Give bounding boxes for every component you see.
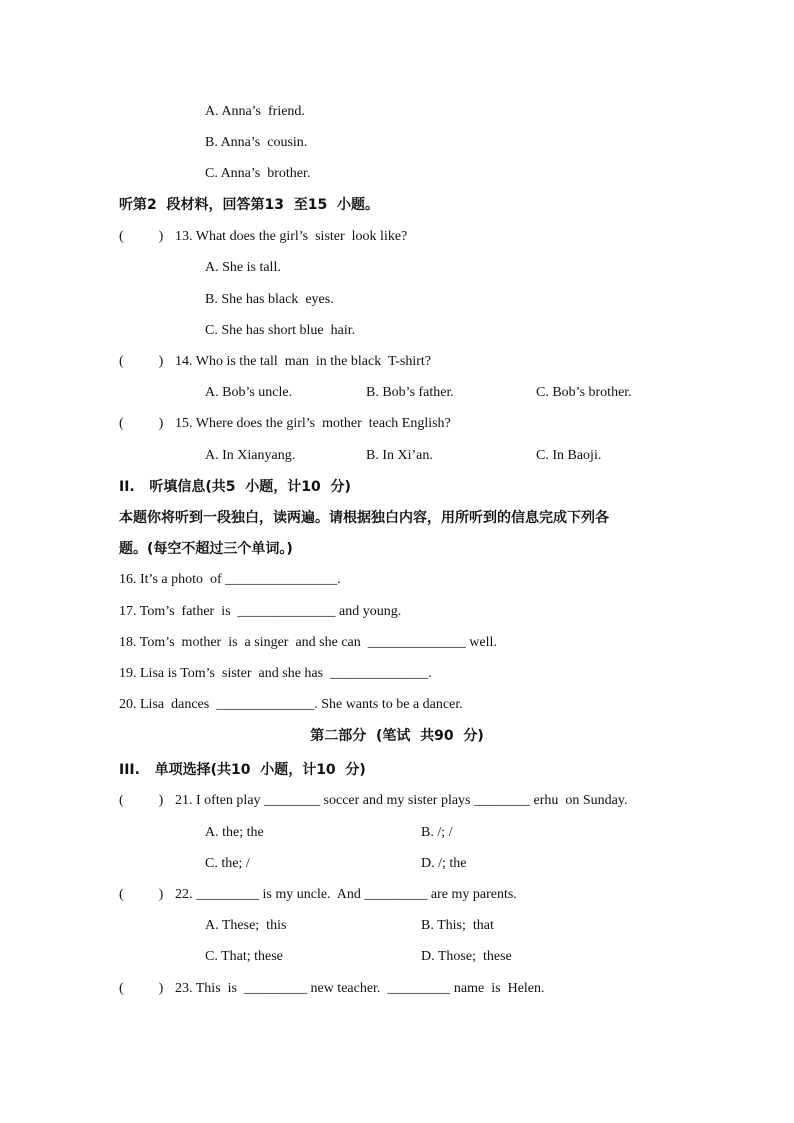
q22-option-a: A. These; this <box>205 918 287 933</box>
q19-item: 19. Lisa is Tom’s sister and she has ______________. <box>119 666 432 681</box>
q15-option-a: A. In Xianyang. <box>205 448 296 463</box>
q22-option-c: C. That; these <box>205 949 283 964</box>
q20-item: 20. Lisa dances ______________. She wants to be a dancer. <box>119 697 463 712</box>
q21-stem: 21. I often play ________ soccer and my sister plays ________ erhu on Sunday. <box>175 793 628 808</box>
q22-option-d: D. Those; these <box>421 949 512 964</box>
q18-item: 18. Tom’s mother is a singer and she can ______________ well. <box>119 635 497 650</box>
q22-option-b: B. This; that <box>421 918 494 933</box>
q12-option-b: B. Anna’s cousin. <box>205 135 308 150</box>
q15-stem: 15. Where does the girl’s mother teach English? <box>175 416 451 431</box>
q14-answer-blank[interactable]: ( ) <box>119 354 164 369</box>
q15-option-c: C. In Baoji. <box>536 448 602 463</box>
q21-option-a: A. the; the <box>205 825 264 840</box>
q13-answer-blank[interactable]: ( ) <box>119 229 164 244</box>
q15-answer-blank[interactable]: ( ) <box>119 416 164 431</box>
section2-title: II. 听填信息(共5 小题，计10 分) <box>119 479 351 495</box>
passage2-header: 听第2 段材料，回答第13 至15 小题。 <box>119 197 379 213</box>
section2-instruction-line2: 题。(每空不超过三个单词。) <box>119 541 293 557</box>
section2-instruction-line1: 本题你将听到一段独白，读两遍。请根据独白内容，用所听到的信息完成下列各 <box>119 510 609 526</box>
q22-stem: 22. _________ is my uncle. And _________ are my parents. <box>175 887 517 902</box>
q21-answer-blank[interactable]: ( ) <box>119 793 164 808</box>
q23-stem: 23. This is _________ new teacher. _________ name is Helen. <box>175 981 545 996</box>
q13-stem: 13. What does the girl’s sister look like? <box>175 229 408 244</box>
q14-option-c: C. Bob’s brother. <box>536 385 632 400</box>
section3-title: III. 单项选择(共10 小题，计10 分) <box>119 762 366 778</box>
q12-option-a: A. Anna’s friend. <box>205 104 305 119</box>
q12-option-c: C. Anna’s brother. <box>205 166 311 181</box>
q16-item: 16. It’s a photo of ________________. <box>119 572 341 587</box>
q22-answer-blank[interactable]: ( ) <box>119 887 164 902</box>
q14-option-a: A. Bob’s uncle. <box>205 385 293 400</box>
q13-option-a: A. She is tall. <box>205 260 281 275</box>
q14-option-b: B. Bob’s father. <box>366 385 454 400</box>
part2-title: 第二部分 (笔试 共90 分) <box>310 728 484 744</box>
q17-item: 17. Tom’s father is ______________ and young. <box>119 604 402 619</box>
q23-answer-blank[interactable]: ( ) <box>119 981 164 996</box>
q15-option-b: B. In Xi’an. <box>366 448 433 463</box>
q13-option-c: C. She has short blue hair. <box>205 323 356 338</box>
q21-option-d: D. /; the <box>421 856 467 871</box>
q13-option-b: B. She has black eyes. <box>205 292 334 307</box>
q21-option-b: B. /; / <box>421 825 453 840</box>
q21-option-c: C. the; / <box>205 856 250 871</box>
q14-stem: 14. Who is the tall man in the black T-shirt? <box>175 354 431 369</box>
